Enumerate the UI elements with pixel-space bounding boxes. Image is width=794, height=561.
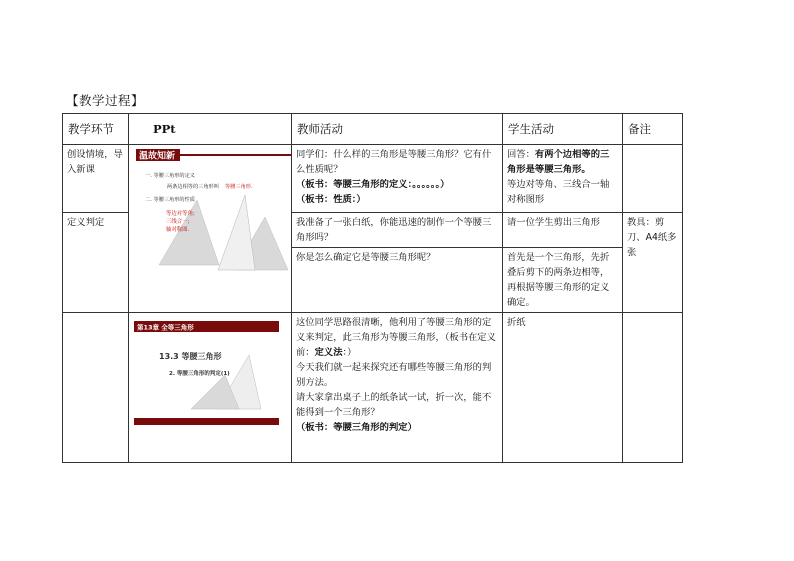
teacher-board-note-2: （板书：性质：） <box>296 194 366 205</box>
student-cell: 折纸 <box>503 313 623 463</box>
stage-cell: 定义判定 <box>63 213 129 313</box>
student-cell: 请一位学生剪出三角形 <box>503 213 623 248</box>
table-header-row <box>63 114 683 145</box>
student-answer-rest: 等边对等角、三线合一轴对称图形 <box>507 179 610 205</box>
notes-cell <box>623 313 683 463</box>
slide-red-line-1: 等边对等角; <box>166 211 195 217</box>
notes-cell: 教具：剪刀、A4纸多张 <box>623 213 683 313</box>
slide-chapter-title: 第13章 全等三角形 <box>137 323 194 332</box>
teacher-text-end: ：） <box>342 347 357 358</box>
teacher-text: 同学们：什么样的三角形是等腰三角形？它有什么性质呢？ <box>296 149 492 175</box>
slide-footer-bar <box>134 418 279 425</box>
teacher-cell: 你是怎么确定它是等腰三角形呢？ <box>292 248 503 313</box>
header-stage: 教学环节 <box>63 114 129 145</box>
slide-section-title: 13.3 等腰三角形 <box>159 352 222 361</box>
triangle-shadow <box>191 375 239 409</box>
teacher-cell <box>292 145 503 213</box>
slide-line-definition-red: 等腰三角形. <box>225 184 253 190</box>
table-row <box>63 313 683 463</box>
teacher-text-part: 这位同学思路很清晰，他利用了等腰三角形的定义来判定，此三角形为等腰三角形，（板书在定义前： <box>296 317 496 358</box>
section-heading: 【教学过程】 <box>66 93 145 108</box>
slide-title: 温故知新 <box>139 151 176 162</box>
teacher-text-3: 请大家拿出桌子上的纸条试一试，折一次，能不能得到一个三角形？ <box>296 392 492 418</box>
ppt-slide-cell <box>129 145 292 313</box>
slide-line-definition: 一. 等腰三角形的定义 <box>145 173 195 179</box>
notes-cell <box>623 145 683 213</box>
ppt-slide-cell <box>129 313 292 463</box>
student-cell: 首先是一个三角形，先折叠后剪下的两条边相等，再根据等腰三角形的定义确定。 <box>503 248 623 313</box>
header-notes: 备注 <box>623 114 683 145</box>
student-cell <box>503 145 623 213</box>
teacher-board-note: （板书：等腰三角形的定义：。。。。。。） <box>296 179 450 190</box>
student-answer-prefix: 回答： <box>507 149 535 160</box>
slide-review-thumbnail <box>129 145 292 313</box>
stage-cell: 创设情境，导入新课 <box>63 145 129 213</box>
teacher-cell <box>292 313 503 463</box>
slide-line-property: 二. 等腰三角形的性质 <box>145 197 195 203</box>
slide-red-line-2: 三线合一; <box>166 219 190 225</box>
header-teacher: 教师活动 <box>292 114 503 145</box>
slide-title-rule <box>180 154 292 156</box>
header-student: 学生活动 <box>503 114 623 145</box>
teacher-board-note: （板书：等腰三角形的判定） <box>296 422 417 433</box>
teacher-text <box>296 315 498 360</box>
teacher-cell: 我准备了一张白纸，你能迅速的制作一个等腰三角形吗？ <box>292 213 503 248</box>
teacher-text-2: 今天我们就一起来探究还有哪些等腰三角形的判别方法。 <box>296 362 492 388</box>
student-answer-bold: 有两个边相等的三角形是等腰三角形。 <box>507 149 610 175</box>
table-row <box>63 145 683 213</box>
slide-chapter-thumbnail <box>129 313 292 463</box>
slide-red-line-3: 轴对称图. <box>166 227 190 233</box>
header-ppt: PPt <box>129 114 292 145</box>
slide-line-definition-text: 两条边相等的三角形叫 <box>167 184 219 190</box>
triangle-large <box>218 195 255 270</box>
teaching-process-table <box>62 113 683 463</box>
stage-cell <box>63 313 129 463</box>
teacher-text-bold: 定义法 <box>314 347 343 358</box>
slide-subsection-title: 2. 等腰三角形的判定(1) <box>169 371 230 377</box>
